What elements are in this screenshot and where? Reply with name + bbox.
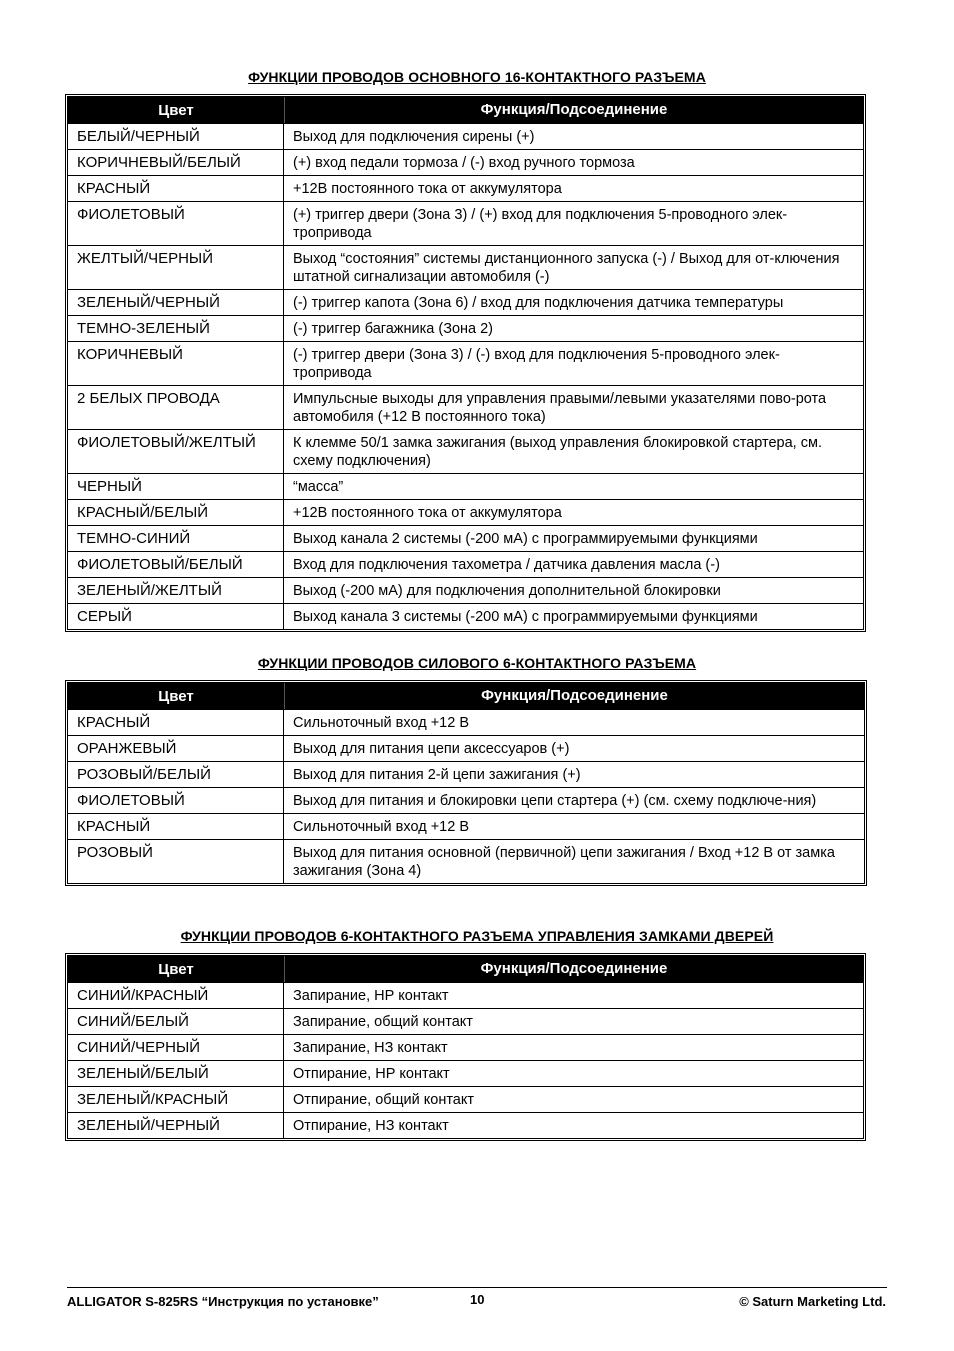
table-row <box>68 1034 863 1060</box>
table-row <box>68 982 863 1008</box>
wire-function: “масса” <box>293 479 344 495</box>
table-row <box>68 761 864 787</box>
header-color: Цвет <box>158 101 194 119</box>
wire-function: Импульсные выходы для управления правыми/левыми указателями пово-рота автомобиля (+12 В постоянного тока) <box>293 391 827 425</box>
wire-color: ФИОЛЕТОВЫЙ/ЖЕЛТЫЙ <box>68 430 284 473</box>
wire-function: Запирание, НЗ контакт <box>293 1040 448 1056</box>
table-row <box>68 473 863 499</box>
wire-function: Отпирание, НР контакт <box>293 1066 450 1082</box>
wire-function: Выход канала 2 системы (-200 мА) с программируемыми функциями <box>293 531 758 547</box>
header-color: Цвет <box>158 960 194 978</box>
wire-color: КРАСНЫЙ <box>68 176 284 201</box>
header-function: Функция/Подсоединение <box>284 956 863 982</box>
footer-product: ALLIGATOR S-825RS “Инструкция по установке” <box>67 1294 379 1309</box>
wire-color: ЗЕЛЕНЫЙ/ЖЕЛТЫЙ <box>68 578 284 603</box>
footer-divider <box>67 1287 887 1288</box>
wire-color: РОЗОВЫЙ/БЕЛЫЙ <box>68 762 284 787</box>
table-row <box>68 1112 863 1138</box>
wire-color: СИНИЙ/БЕЛЫЙ <box>68 1009 284 1034</box>
header-function: Функция/Подсоединение <box>284 97 863 123</box>
table-row <box>68 1060 863 1086</box>
wire-function: Выход для питания основной (первичной) цепи зажигания / Вход +12 В от замка зажигания (Зона 4) <box>293 845 835 879</box>
section-title-main-connector: ФУНКЦИИ ПРОВОДОВ ОСНОВНОГО 16-КОНТАКТНОГО РАЗЪЕМА <box>248 69 706 85</box>
wire-color: 2 БЕЛЫХ ПРОВОДА <box>68 386 284 429</box>
table-header <box>68 683 864 709</box>
wire-color: ЖЕЛТЫЙ/ЧЕРНЫЙ <box>68 246 284 289</box>
table-row <box>68 245 863 289</box>
wire-color: ФИОЛЕТОВЫЙ <box>68 788 284 813</box>
footer-copyright: © Saturn Marketing Ltd. <box>739 1294 886 1309</box>
wire-color: ОРАНЖЕВЫЙ <box>68 736 284 761</box>
wire-color: ФИОЛЕТОВЫЙ/БЕЛЫЙ <box>68 552 284 577</box>
wire-function: (+) триггер двери (Зона 3) / (+) вход для подключения 5-проводного элек-тропривода <box>293 207 788 241</box>
table-row <box>68 429 863 473</box>
footer-page-number: 10 <box>470 1292 485 1307</box>
wire-color: ЧЕРНЫЙ <box>68 474 284 499</box>
table-header <box>68 956 863 982</box>
wire-function: К клемме 50/1 замка зажигания (выход управления блокировкой стартера, см. схему подключения) <box>293 435 822 469</box>
wire-function: Сильноточный вход +12 В <box>293 715 469 731</box>
wire-color: ЗЕЛЕНЫЙ/ЧЕРНЫЙ <box>68 1113 284 1138</box>
section-title-door-lock-connector: ФУНКЦИИ ПРОВОДОВ 6-КОНТАКТНОГО РАЗЪЕМА УПРАВЛЕНИЯ ЗАМКАМИ ДВЕРЕЙ <box>180 928 774 944</box>
header-color: Цвет <box>158 687 194 705</box>
wire-color: КОРИЧНЕВЫЙ/БЕЛЫЙ <box>68 150 284 175</box>
wire-function: Отпирание, общий контакт <box>293 1092 475 1108</box>
table-row <box>68 525 863 551</box>
wire-function: Вход для подключения тахометра / датчика давления масла (-) <box>293 557 720 573</box>
wire-function: Выход “состояния” системы дистанционного запуска (-) / Выход для от-ключения штатной сигнализации автомобиля (-) <box>293 251 840 285</box>
wire-function: Выход для питания цепи аксессуаров (+) <box>293 741 570 757</box>
wire-function: +12В постоянного тока от аккумулятора <box>293 181 562 197</box>
wire-function: Сильноточный вход +12 В <box>293 819 469 835</box>
wire-color: КРАСНЫЙ <box>68 710 284 735</box>
wire-color: ЗЕЛЕНЫЙ/ЧЕРНЫЙ <box>68 290 284 315</box>
table-row <box>68 123 863 149</box>
wire-function: Отпирание, НЗ контакт <box>293 1118 449 1134</box>
wire-color: БЕЛЫЙ/ЧЕРНЫЙ <box>68 124 284 149</box>
wire-color: СИНИЙ/ЧЕРНЫЙ <box>68 1035 284 1060</box>
wire-function: Запирание, общий контакт <box>293 1014 473 1030</box>
section-title-power-connector: ФУНКЦИИ ПРОВОДОВ СИЛОВОГО 6-КОНТАКТНОГО РАЗЪЕМА <box>257 655 697 671</box>
table-row <box>68 499 863 525</box>
table-main-connector <box>67 96 864 630</box>
table-row <box>68 1008 863 1034</box>
table-row <box>68 341 863 385</box>
wire-function: (+) вход педали тормоза / (-) вход ручного тормоза <box>293 155 635 171</box>
table-row <box>68 175 863 201</box>
wire-color: КРАСНЫЙ <box>68 814 284 839</box>
table-row <box>68 603 863 629</box>
wire-function: Выход для подключения сирены (+) <box>293 129 535 145</box>
table-door-lock-connector <box>67 955 864 1139</box>
wire-function: (-) триггер капота (Зона 6) / вход для подключения датчика температуры <box>293 295 784 311</box>
table-header <box>68 97 863 123</box>
wire-function: Выход для питания и блокировки цепи стартера (+) (см. схему подключе-ния) <box>293 793 817 809</box>
table-row <box>68 709 864 735</box>
table-row <box>68 315 863 341</box>
table-row <box>68 839 864 883</box>
table-row <box>68 289 863 315</box>
wire-function: Выход канала 3 системы (-200 мА) с программируемыми функциями <box>293 609 758 625</box>
wire-function: Запирание, НР контакт <box>293 988 449 1004</box>
table-row <box>68 813 864 839</box>
table-row <box>68 201 863 245</box>
table-row <box>68 787 864 813</box>
wire-color: КОРИЧНЕВЫЙ <box>68 342 284 385</box>
wire-color: КРАСНЫЙ/БЕЛЫЙ <box>68 500 284 525</box>
table-row <box>68 1086 863 1112</box>
wire-color: ФИОЛЕТОВЫЙ <box>68 202 284 245</box>
table-row <box>68 577 863 603</box>
table-row <box>68 149 863 175</box>
wire-function: Выход (-200 мА) для подключения дополнительной блокировки <box>293 583 721 599</box>
wire-color: ЗЕЛЕНЫЙ/КРАСНЫЙ <box>68 1087 284 1112</box>
wire-function: +12В постоянного тока от аккумулятора <box>293 505 562 521</box>
wire-function: Выход для питания 2-й цепи зажигания (+) <box>293 767 581 783</box>
wire-color: СЕРЫЙ <box>68 604 284 629</box>
wire-function: (-) триггер двери (Зона 3) / (-) вход для подключения 5-проводного элек-тропривода <box>293 347 780 381</box>
table-power-connector <box>67 682 865 884</box>
wire-color: РОЗОВЫЙ <box>68 840 284 883</box>
wire-color: ТЕМНО-СИНИЙ <box>68 526 284 551</box>
table-row <box>68 551 863 577</box>
header-function: Функция/Подсоединение <box>284 683 864 709</box>
wire-function: (-) триггер багажника (Зона 2) <box>293 321 494 337</box>
wire-color: ТЕМНО-ЗЕЛЕНЫЙ <box>68 316 284 341</box>
wire-color: ЗЕЛЕНЫЙ/БЕЛЫЙ <box>68 1061 284 1086</box>
table-row <box>68 735 864 761</box>
wire-color: СИНИЙ/КРАСНЫЙ <box>68 983 284 1008</box>
table-row <box>68 385 863 429</box>
